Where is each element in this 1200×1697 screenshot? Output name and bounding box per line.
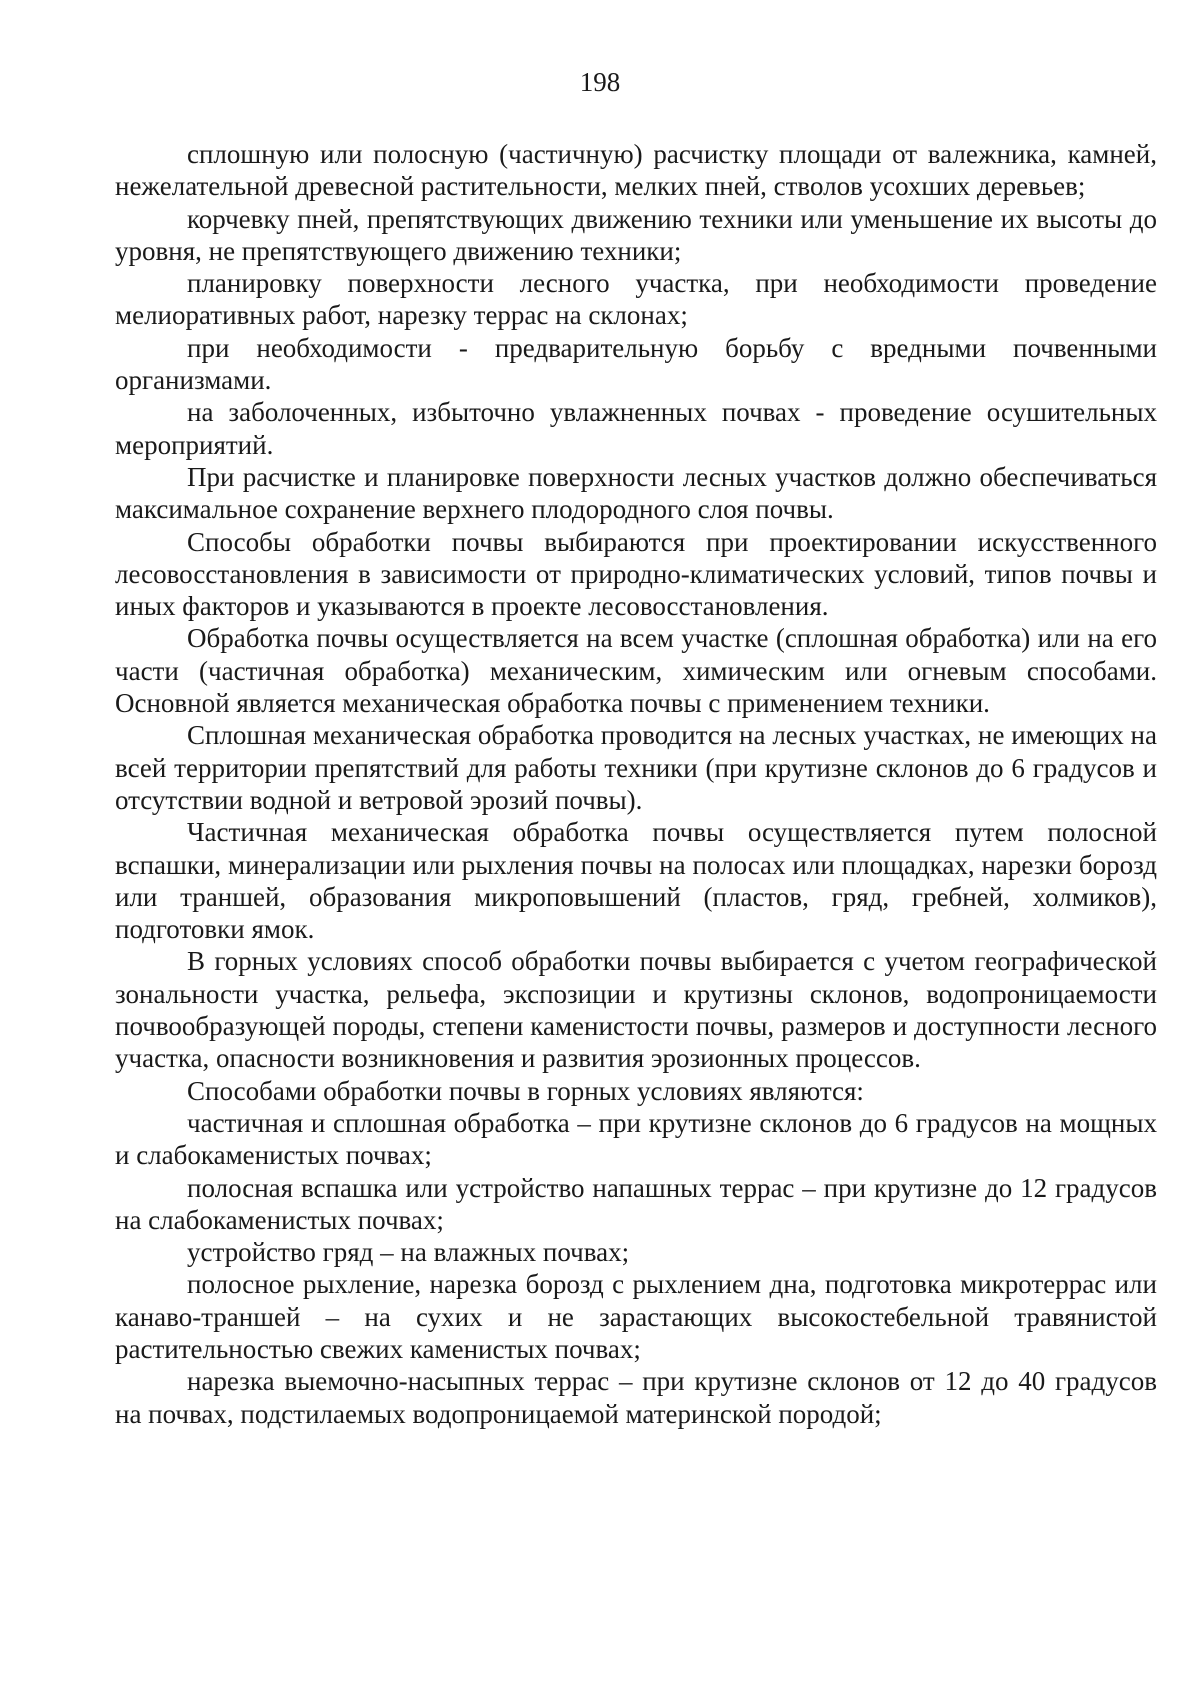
paragraph: сплошную или полосную (частичную) расчистку площади от валежника, камней, нежелательной древесной растительности, мелких пней, стволов усохших деревьев;	[115, 139, 1157, 202]
paragraph: частичная и сплошная обработка – при крутизне склонов до 6 градусов на мощных и слабокаменистых почвах;	[115, 1107, 1157, 1171]
paragraph: устройство гряд – на влажных почвах;	[187, 1237, 630, 1268]
body-text	[115, 138, 1157, 1430]
paragraph: Способы обработки почвы выбираются при проектировании искусственного лесовосстановления в зависимости от природно-климатических условий, типов почвы и иных факторов и указываются в проекте лесовосстановления.	[115, 526, 1157, 622]
paragraph: При расчистке и планировке поверхности лесных участков должно обеспечиваться максимальное сохранение верхнего плодородного слоя почвы.	[115, 461, 1157, 525]
paragraph: полосное рыхление, нарезка борозд с рыхлением дна, подготовка микротеррас или канаво-траншей – на сухих и не зарастающих высокостебельной травянистой растительностью свежих каменистых почвах;	[115, 1269, 1157, 1364]
paragraph: при необходимости - предварительную борьбу с вредными почвенными организмами.	[115, 332, 1157, 396]
paragraph: Частичная механическая обработка почвы осуществляется путем полосной вспашки, минерализации или рыхления почвы на полосах или площадках, нарезки борозд или траншей, образования микроповышений (пластов, гряд, гребней, холмиков), подготовки ямок.	[115, 817, 1157, 945]
page-number: 198	[579, 67, 621, 97]
paragraph: Обработка почвы осуществляется на всем участке (сплошная обработка) или на его части (частичная обработка) механическим, химическим или огневым способами. Основной является механическая обработка почвы с применением техники.	[115, 623, 1157, 719]
paragraph: на заболоченных, избыточно увлажненных почвах - проведение осушительных мероприятий.	[115, 397, 1157, 460]
paragraph: Способами обработки почвы в горных условиях являются:	[187, 1075, 864, 1106]
paragraph: Сплошная механическая обработка проводится на лесных участках, не имеющих на всей территории препятствий для работы техники (при крутизне склонов до 6 градусов и отсутствии водной и ветровой эрозий почвы).	[115, 720, 1157, 815]
paragraph: планировку поверхности лесного участка, при необходимости проведение мелиоративных работ, нарезку террас на склонах;	[115, 268, 1157, 331]
paragraph: В горных условиях способ обработки почвы выбирается с учетом географической зональности участка, рельефа, экспозиции и крутизны склонов, водопроницаемости почвообразующей породы, степени каменистости почвы, размеров и доступности лесного участка, опасности возникновения и развития эрозионных процессов.	[115, 946, 1157, 1074]
paragraph: полосная вспашка или устройство напашных террас – при крутизне до 12 градусов на слабокаменистых почвах;	[115, 1172, 1157, 1235]
paragraph: корчевку пней, препятствующих движению техники или уменьшение их высоты до уровня, не препятствующего движению техники;	[115, 203, 1157, 266]
paragraph: нарезка выемочно-насыпных террас – при крутизне склонов от 12 до 40 градусов на почвах, подстилаемых водопроницаемой материнской породой;	[115, 1366, 1157, 1429]
